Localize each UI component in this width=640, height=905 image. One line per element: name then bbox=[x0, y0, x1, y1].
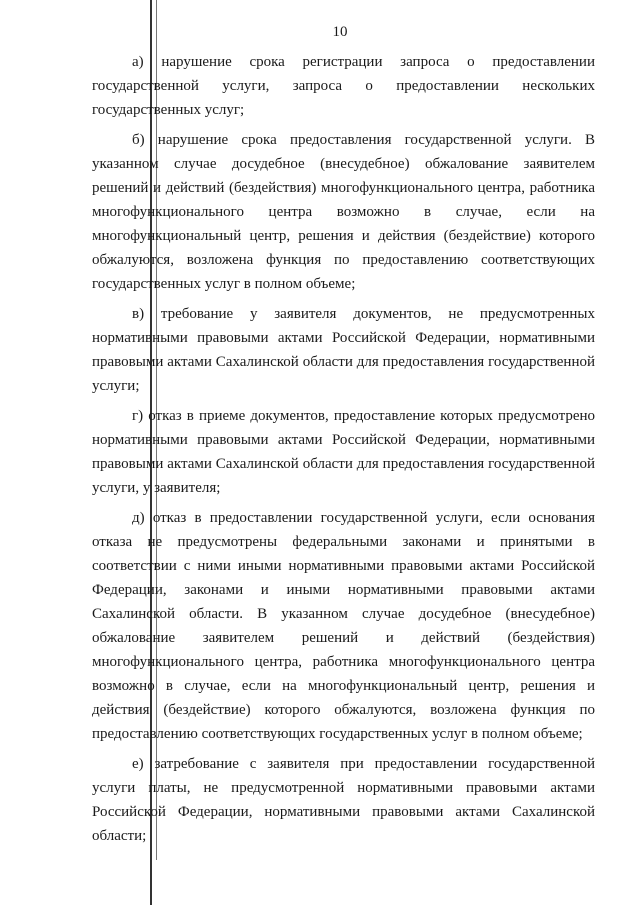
paragraph-item-g: г) отказ в приеме документов, предоставление которых предусмотрено нормативными правовыми актами Российской Федерации, нормативными правовыми актами Сахалинской области для предоставления государственной услуги, у заявителя; bbox=[92, 408, 595, 496]
paragraph-item-a: а) нарушение срока регистрации запроса о предоставлении государственной услуги, запроса о предоставлении нескольких государственных услуг; bbox=[92, 54, 595, 118]
paragraph-item-e: е) затребование с заявителя при предоставлении государственной услуги платы, не предусмотренной нормативными правовыми актами Российской Федерации, нормативными правовыми актами Сахалинской области; bbox=[92, 756, 595, 844]
document-body bbox=[92, 50, 595, 854]
paragraph-item-b: б) нарушение срока предоставления государственной услуги. В указанном случае досудебное (внесудебное) обжалование заявителем решений и действий (бездействия) многофункционального центра, работника многофункционального центра возможно в случае, если на многофункциональный центр, решения и действия (бездействие) которого обжалуются, возложена функция по предоставлению соответствующих государственных услуг в полном объеме; bbox=[92, 132, 595, 292]
page-number: 10 bbox=[332, 24, 348, 40]
paragraph-item-v: в) требование у заявителя документов, не предусмотренных нормативными правовыми актами Российской Федерации, нормативными правовыми актами Сахалинской области для предоставления государственной услуги; bbox=[92, 306, 595, 394]
paragraph-item-d: д) отказ в предоставлении государственной услуги, если основания отказа не предусмотрены федеральными законами и принятыми в соответствии с ними иными нормативными правовыми актами Российской Федерации, законами и иными нормативными правовыми актами Сахалинской области. В указанном случае досудебное (внесудебное) обжалование заявителем решений и действий (бездействия) многофункционального центра, работника многофункционального центра возможно в случае, если на многофункциональный центр, решения и действия (бездействие) которого обжалуются, возложена функция по предоставлению соответствующих государственных услуг в полном объеме; bbox=[92, 510, 595, 742]
